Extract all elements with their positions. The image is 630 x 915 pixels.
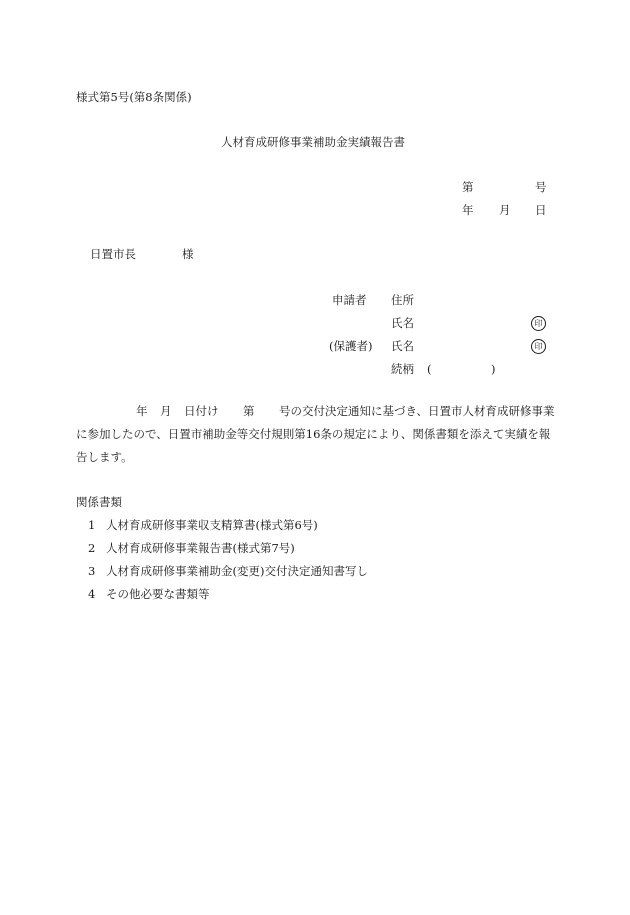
attachment-text: 人材育成研修事業報告書(様式第7号) xyxy=(106,541,295,555)
guardian-name-label: 氏名 xyxy=(391,339,414,353)
date-month: 月 xyxy=(499,203,511,217)
relation-paren-close: ) xyxy=(491,362,496,376)
body-month: 月 xyxy=(160,404,172,418)
body-line1-rest: 号の交付決定通知に基づき、日置市人材育成研修事業 xyxy=(279,404,555,418)
attachment-num: 4 xyxy=(88,587,96,601)
body-date-suffix: 日付け xyxy=(184,404,219,418)
attachment-text: その他必要な書類等 xyxy=(106,587,210,601)
attachment-num: 2 xyxy=(88,541,96,555)
body-line3: 告します。 xyxy=(76,450,133,464)
body-line2: に参加したので、日置市補助金等交付規則第16条の規定により、関係書類を添えて実績を報 xyxy=(76,427,551,441)
applicant-seal-mark: 印 xyxy=(531,316,546,331)
guardian-relation-label: 続柄 xyxy=(391,362,414,376)
applicant-role: 申請者 xyxy=(332,293,367,307)
doc-number-dai: 第 xyxy=(462,180,474,194)
body-year: 年 xyxy=(136,404,148,418)
document-title: 人材育成研修事業補助金実績報告書 xyxy=(221,135,405,149)
date-year: 年 xyxy=(462,203,474,217)
addressee-name: 日置市長 xyxy=(90,247,136,261)
attachments-heading: 関係書類 xyxy=(76,495,122,509)
applicant-seal-icon xyxy=(531,316,546,331)
guardian-seal-icon xyxy=(531,339,546,354)
applicant-name-label: 氏名 xyxy=(391,316,414,330)
applicant-address-label: 住所 xyxy=(391,293,414,307)
attachment-num: 1 xyxy=(88,518,96,532)
guardian-role: (保護者) xyxy=(329,339,373,353)
addressee-honorific: 様 xyxy=(182,247,194,261)
attachment-text: 人材育成研修事業補助金(変更)交付決定通知書写し xyxy=(106,564,368,578)
attachment-text: 人材育成研修事業収支精算書(様式第6号) xyxy=(106,518,318,532)
date-day: 日 xyxy=(535,203,547,217)
body-dai: 第 xyxy=(243,404,255,418)
form-number: 様式第5号(第8条関係) xyxy=(76,90,192,104)
attachment-num: 3 xyxy=(88,564,96,578)
relation-paren-open: ( xyxy=(427,362,432,376)
doc-number-go: 号 xyxy=(535,180,547,194)
guardian-seal-mark: 印 xyxy=(531,339,546,354)
